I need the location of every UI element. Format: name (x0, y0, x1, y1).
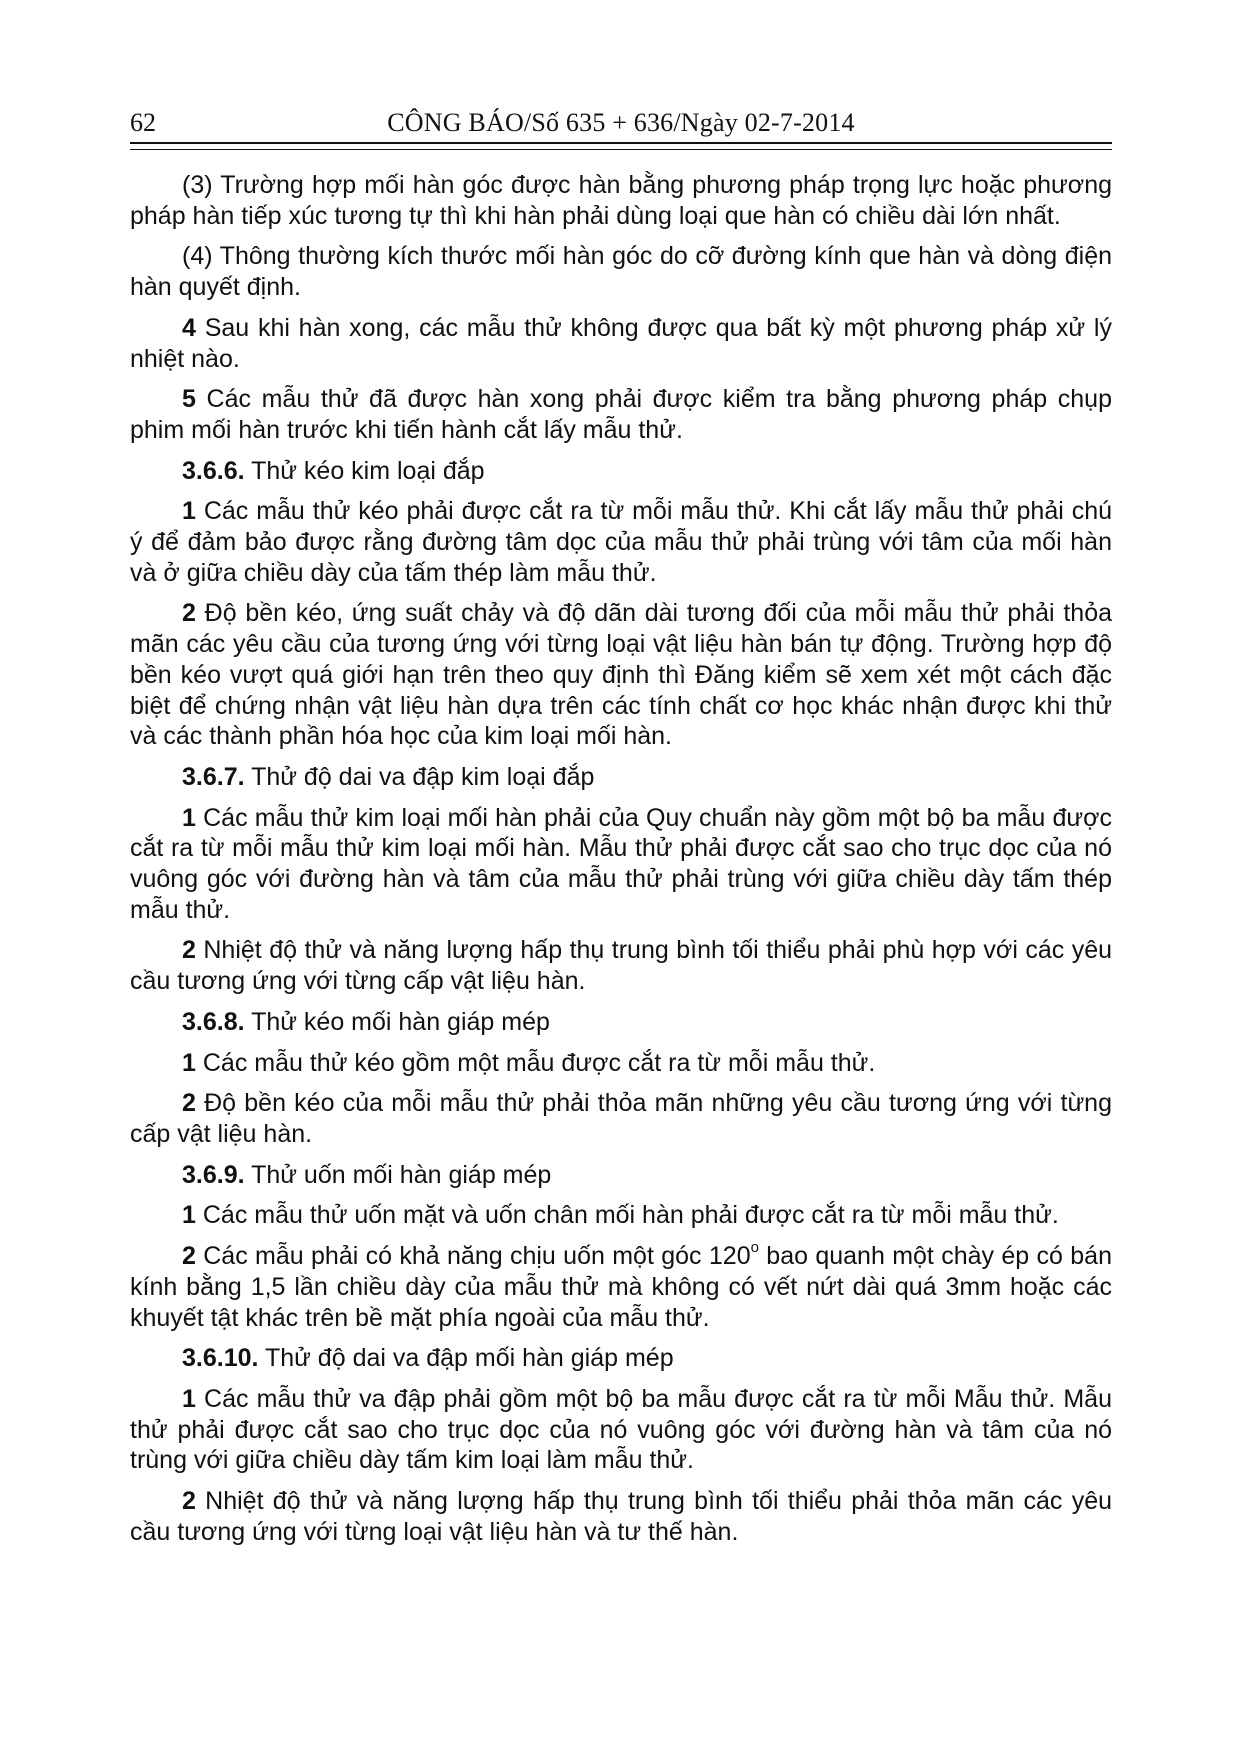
document-body (130, 170, 1112, 1557)
item-number: 1 (182, 1201, 196, 1230)
item-number: 2 (182, 1487, 196, 1516)
paragraph: 2 Các mẫu phải có khả năng chịu uốn một góc 120$^o$ bao quanh một chày ép có bán kính bằng 1,5 lần chiều dày của mẫu thử mà không có vết nứt dài quá 3mm hoặc các khuyết tật khác trên bề mặt phía ngoài của mẫu thử. (130, 1238, 1112, 1332)
item-number: 1 (182, 1384, 196, 1413)
item-number: 1 (182, 1048, 196, 1077)
degree-superscript: o (750, 1238, 759, 1256)
section-number: 3.6.9. (182, 1160, 245, 1189)
page-number: 62 (130, 108, 156, 137)
paragraph: 1 Các mẫu thử kéo gồm một mẫu được cắt ra từ mỗi mẫu thử. (182, 1048, 876, 1077)
section-heading: 3.6.6. Thử kéo kim loại đắp (182, 456, 485, 485)
section-heading: 3.6.9. Thử uốn mối hàn giáp mép (182, 1160, 552, 1189)
item-number: 2 (182, 1242, 196, 1271)
section-number: 3.6.10. (182, 1344, 259, 1373)
item-number: 1 (182, 803, 196, 832)
section-number: 3.6.8. (182, 1007, 245, 1036)
paragraph: 2 Độ bền kéo của mỗi mẫu thử phải thỏa mãn những yêu cầu tương ứng với từng cấp vật liệu hàn. (130, 1089, 1112, 1148)
item-number: 2 (182, 1089, 196, 1118)
paragraph: (3) Trường hợp mối hàn góc được hàn bằng phương pháp trọng lực hoặc phương pháp hàn tiếp xúc tương tự thì khi hàn phải dùng loại que hàn có chiều dài lớn nhất. (130, 171, 1112, 230)
item-number: 2 (182, 599, 196, 628)
gazette-title: CÔNG BÁO/Số 635 + 636/Ngày 02-7-2014 (387, 108, 855, 137)
paragraph: 1 Các mẫu thử kim loại mối hàn phải của Quy chuẩn này gồm một bộ ba mẫu được cắt ra từ mỗi mẫu thử kim loại mối hàn. Mẫu thử phải được cắt sao cho trục dọc của nó vuông góc với đường hàn và tâm của mẫu thử phải trùng với giữa chiều dày tấm thép mẫu thử. (130, 803, 1113, 924)
paragraph: 2 Độ bền kéo, ứng suất chảy và độ dãn dài tương đối của mỗi mẫu thử phải thỏa mãn các yêu cầu của tương ứng với từng loại vật liệu hàn bán tự động. Trường hợp độ bền kéo vượt quá giới hạn trên theo quy định thì Đăng kiểm sẽ xem xét một cách đặc biệt để chứng nhận vật liệu hàn dựa trên các tính chất cơ học khác nhận được khi thử và các thành phần hóa học của kim loại mối hàn. (130, 599, 1112, 751)
paragraph: 1 Các mẫu thử va đập phải gồm một bộ ba mẫu được cắt ra từ mỗi Mẫu thử. Mẫu thử phải được cắt sao cho trục dọc của nó vuông góc với đường hàn và tâm của nó trùng với giữa chiều dày tấm kim loại làm mẫu thử. (130, 1384, 1112, 1475)
paragraph: 2 Nhiệt độ thử và năng lượng hấp thụ trung bình tối thiểu phải phù hợp với các yêu cầu tương ứng với từng cấp vật liệu hàn. (130, 936, 1112, 996)
section-heading: 3.6.8. Thử kéo mối hàn giáp mép (182, 1007, 550, 1036)
item-number: 1 (182, 497, 196, 526)
item-number: 5 (182, 385, 196, 414)
paragraph: 4 Sau khi hàn xong, các mẫu thử không được qua bất kỳ một phương pháp xử lý nhiệt nào. (130, 313, 1112, 373)
paragraph: 5 Các mẫu thử đã được hàn xong phải được kiểm tra bằng phương pháp chụp phim mối hàn trước khi tiến hành cắt lấy mẫu thử. (130, 385, 1112, 444)
section-number: 3.6.7. (182, 762, 245, 791)
paragraph: 2 Nhiệt độ thử và năng lượng hấp thụ trung bình tối thiểu phải thỏa mãn các yêu cầu tương ứng với từng loại vật liệu hàn và tư thế hàn. (130, 1487, 1112, 1546)
header-rule-thick (130, 142, 1112, 144)
paragraph: (4) Thông thường kích thước mối hàn góc do cỡ đường kính que hàn và dòng điện hàn quyết định. (130, 242, 1112, 302)
item-number: 2 (182, 936, 196, 965)
header-rule-thin (130, 149, 1112, 150)
section-heading: 3.6.7. Thử độ dai va đập kim loại đắp (182, 762, 595, 791)
paragraph: 1 Các mẫu thử kéo phải được cắt ra từ mỗi mẫu thử. Khi cắt lấy mẫu thử phải chú ý để đảm bảo được rằng đường tâm dọc của mẫu thử phải trùng với tâm của mối hàn và ở giữa chiều dày của tấm thép làm mẫu thử. (130, 497, 1112, 587)
item-number: 4 (182, 313, 196, 342)
section-number: 3.6.6. (182, 456, 245, 485)
section-heading: 3.6.10. Thử độ dai va đập mối hàn giáp mép (182, 1344, 674, 1373)
paragraph: 1 Các mẫu thử uốn mặt và uốn chân mối hàn phải được cắt ra từ mỗi mẫu thử. (182, 1201, 1059, 1230)
